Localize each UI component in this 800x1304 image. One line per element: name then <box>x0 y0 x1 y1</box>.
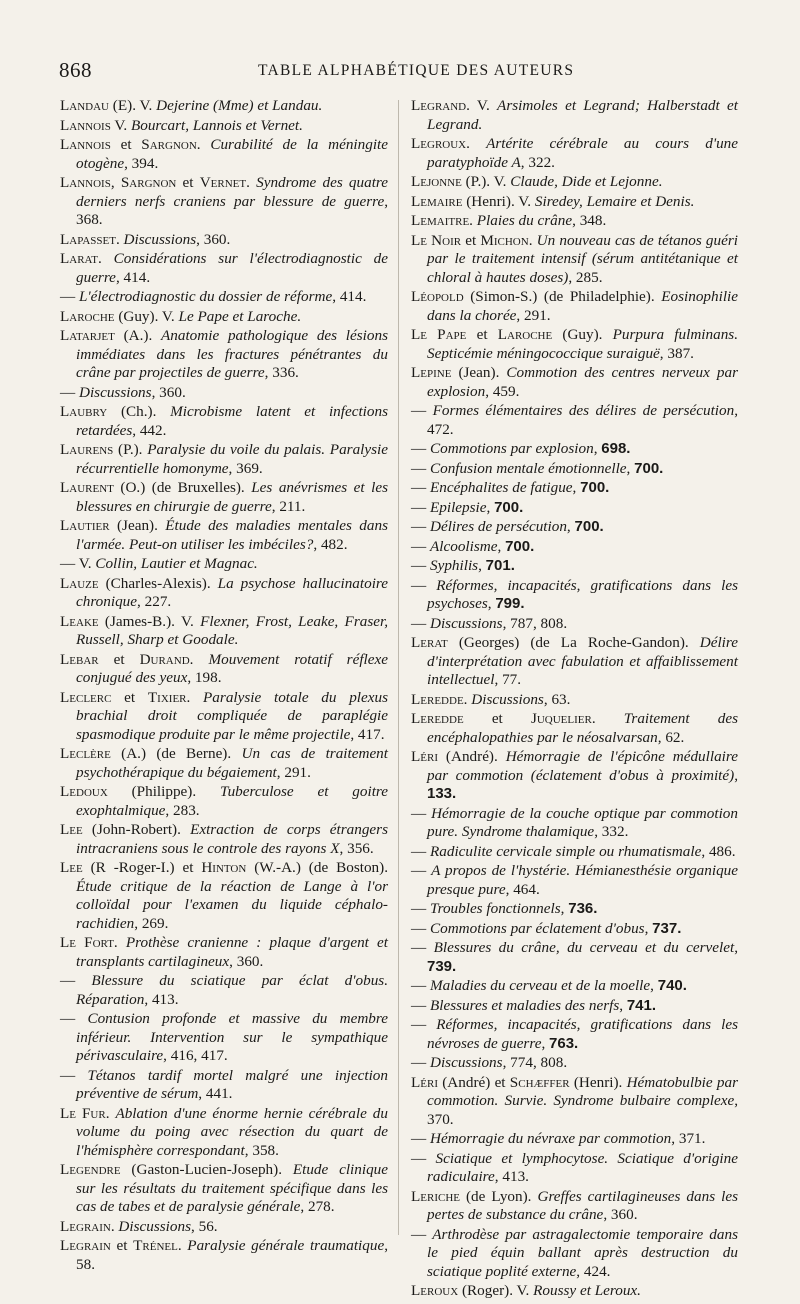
index-entry: — A propos de l'hystérie. Hémianesthésie organique presque pure, 464. <box>411 862 739 898</box>
index-entry: Léri (André). Hémorragie de l'épicône médullaire par commotion (éclatement d'obus à proximité), 133. <box>411 748 738 802</box>
index-entry: Lepine (Jean). Commotion des centres nerveux par explosion, 459. <box>411 364 738 400</box>
right-column <box>411 97 738 1302</box>
index-entry: Lemaitre. Plaies du crâne, 348. <box>411 212 607 229</box>
column-divider <box>398 100 399 1235</box>
index-entry: Legrain et Trénel. Paralysie générale traumatique, 58. <box>60 1237 388 1273</box>
index-entry: Lerat (Georges) (de La Roche-Gandon). Délire d'interprétation avec fabulation et affaiblissement intellectuel, 77. <box>411 634 738 688</box>
index-entry: Leroux (Roger). V. Roussy et Leroux. <box>411 1282 641 1299</box>
index-entry: Lapasset. Discussions, 360. <box>60 230 231 248</box>
index-entry: — Commotions par éclatement d'obus, 737. <box>411 919 682 937</box>
index-entry: Laubry (Ch.). Microbisme latent et infections retardées, 442. <box>60 403 388 439</box>
index-entry: Le Pape et Laroche (Guy). Purpura fulminans. Septicémie méningococcique suraiguë, 387. <box>411 326 738 362</box>
index-entry: Legrand. V. Arsimoles et Legrand; Halberstadt et Legrand. <box>411 97 739 133</box>
index-entry: Leclerc et Tixier. Paralysie totale du plexus brachial droit compliquée de paraplégie spasmodique produite par le même projectile, 417. <box>60 688 389 743</box>
index-entry: Lee (John-Robert). Extraction de corps étrangers intracraniens sous le controle des rayons X, 356. <box>60 821 388 857</box>
index-entry: Leredde. Discussions, 63. <box>411 690 571 708</box>
index-entry: — Tétanos tardif mortel malgré une injection préventive de sérum, 441. <box>60 1066 388 1102</box>
index-entry: — Délires de persécution, 700. <box>411 518 604 535</box>
page-number: 868 <box>59 58 92 82</box>
index-entry: — Blessures du crâne, du cerveau et du cervelet, 739. <box>411 939 738 975</box>
index-entry: Landau (E). V. Dejerine (Mme) et Landau. <box>60 97 323 114</box>
index-entry: Legrain. Discussions, 56. <box>60 1217 218 1235</box>
index-entry: — Arthrodèse par astragalectomie temporaire dans le pied équin ballant après destruction du sciatique poplité externe, 424. <box>411 1225 738 1280</box>
index-entry: — Blessures et maladies des nerfs, 741. <box>411 996 657 1014</box>
index-entry: Le Noir et Michon. Un nouveau cas de tétanos guéri par le traitement intensif (sérum antitétanique et chloral à hautes doses), 285. <box>411 231 738 286</box>
index-entry: Lee (R -Roger-I.) et Hinton (W.-A.) (de Boston). Étude critique de la réaction de Lange à l'or colloïdal pour l'examen du liquide céphalo-rachidien, 269. <box>60 859 388 932</box>
index-entry: Ledoux (Philippe). Tuberculose et goitre exophtalmique, 283. <box>60 783 388 819</box>
index-entry: — Discussions, 360. <box>60 383 186 401</box>
index-entry: Lautier (Jean). Étude des maladies mentales dans l'armée. Peut-on utiliser les imbéciles?, 482. <box>60 517 388 553</box>
index-entry: — Hémorragie de la couche optique par commotion pure. Syndrome thalamique, 332. <box>411 804 738 840</box>
index-entry: Lannois et Sargnon. Curabilité de la méningite otogène, 394. <box>60 136 389 172</box>
index-entry: — Confusion mentale émotionnelle, 700. <box>411 459 664 477</box>
left-column <box>60 97 388 1275</box>
index-entry: — Sciatique et lymphocytose. Sciatique d'origine radiculaire, 413. <box>411 1149 738 1185</box>
index-entry: Lannois V. Bourcart, Lannois et Vernet. <box>60 116 303 134</box>
index-entry: — Radiculite cervicale simple ou rhumatismale, 486. <box>411 842 736 860</box>
index-entry: Legendre (Gaston-Lucien-Joseph). Etude clinique sur les résultats du traitement spécifique dans les cas de tabes et de paralysie générale, 278. <box>60 1161 388 1215</box>
index-entry: Lemaire (Henri). V. Siredey, Lemaire et Denis. <box>411 192 695 210</box>
index-entry: — Réformes, incapacités, gratifications dans les psychoses, 799. <box>411 576 738 612</box>
index-entry: — V. Collin, Lautier et Magnac. <box>60 555 258 572</box>
index-entry: — Réformes, incapacités, gratifications dans les névroses de guerre, 763. <box>411 1016 738 1052</box>
index-entry: Larat. Considérations sur l'électrodiagnostic de guerre, 414. <box>60 250 389 286</box>
index-entry: — Discussions, 787, 808. <box>411 614 568 632</box>
index-entry: — Blessure du sciatique par éclat d'obus. Réparation, 413. <box>60 972 389 1008</box>
index-entry: Leriche (de Lyon). Greffes cartilagineuses dans les pertes de substance du crâne, 360. <box>411 1187 739 1223</box>
running-title: TABLE ALPHABÉTIQUE DES AUTEURS <box>258 62 575 79</box>
index-entry: — L'électrodiagnostic du dossier de réforme, 414. <box>60 288 367 305</box>
index-entry: Laroche (Guy). V. Le Pape et Laroche. <box>60 307 302 325</box>
index-entry: Lejonne (P.). V. Claude, Dide et Lejonne. <box>411 173 663 190</box>
index-entry: — Hémorragie du névraxe par commotion, 371. <box>411 1130 706 1147</box>
index-entry: Léri (André) et Schæffer (Henri). Hématobulbie par commotion. Survie. Syndrome bulbaire complexe, 370. <box>411 1073 738 1128</box>
index-entry: Lebar et Durand. Mouvement rotatif réflexe conjugué des yeux, 198. <box>60 650 388 686</box>
page-header <box>0 58 800 86</box>
index-entry: — Epilepsie, 700. <box>411 498 524 516</box>
index-entry: Lannois, Sargnon et Vernet. Syndrome des quatre derniers nerfs craniens par blessure de guerre, 368. <box>60 174 389 228</box>
index-entry: Lauze (Charles-Alexis). La psychose hallucinatoire chronique, 227. <box>60 574 389 610</box>
index-entry: — Formes élémentaires des délires de persécution, 472. <box>411 402 739 438</box>
index-entry: Léopold (Simon-S.) (de Philadelphie). Eosinophilie dans la chorée, 291. <box>411 288 738 324</box>
index-entry: Laurens (P.). Paralysie du voile du palais. Paralysie récurrentielle homonyme, 369. <box>60 441 388 477</box>
index-entry: Leake (James-B.). V. Flexner, Frost, Leake, Fraser, Russell, Sharp et Goodale. <box>60 612 388 648</box>
index-entry: — Encéphalites de fatigue, 700. <box>411 479 610 496</box>
index-entry: Le Fur. Ablation d'une énorme hernie cérébrale du volume du poing avec résection du quart de l'hémisphère correspondant, 358. <box>60 1104 388 1159</box>
index-entry: Laurent (O.) (de Bruxelles). Les anévrismes et les blessures en chirurgie de guerre, 211. <box>60 479 388 515</box>
index-entry: Leredde et Juquelier. Traitement des encéphalopathies par le néosalvarsan, 62. <box>411 710 739 746</box>
index-entry: — Discussions, 774, 808. <box>411 1054 568 1071</box>
index-entry: Legroux. Artérite cérébrale au cours d'une paratyphoïde A, 322. <box>411 135 739 171</box>
index-entry: — Contusion profonde et massive du membre inférieur. Intervention sur le sympathique périvasculaire, 416, 417. <box>60 1010 388 1064</box>
index-entry: Le Fort. Prothèse cranienne : plaque d'argent et transplants cartilagineux, 360. <box>60 934 388 970</box>
index-entry: — Syphilis, 701. <box>411 557 515 574</box>
index-entry: Leclère (A.) (de Berne). Un cas de traitement psychothérapique du bégaiement, 291. <box>60 745 388 781</box>
index-entry: — Commotions par explosion, 698. <box>411 440 631 457</box>
index-entry: — Alcoolisme, 700. <box>411 537 535 555</box>
index-entry: — Maladies du cerveau et de la moelle, 740. <box>411 977 687 994</box>
index-entry: — Troubles fonctionnels, 736. <box>411 900 598 917</box>
index-entry: Latarjet (A.). Anatomie pathologique des lésions immédiates dans les fractures pénétrantes du crâne par projectiles de guerre, 336. <box>60 327 388 381</box>
